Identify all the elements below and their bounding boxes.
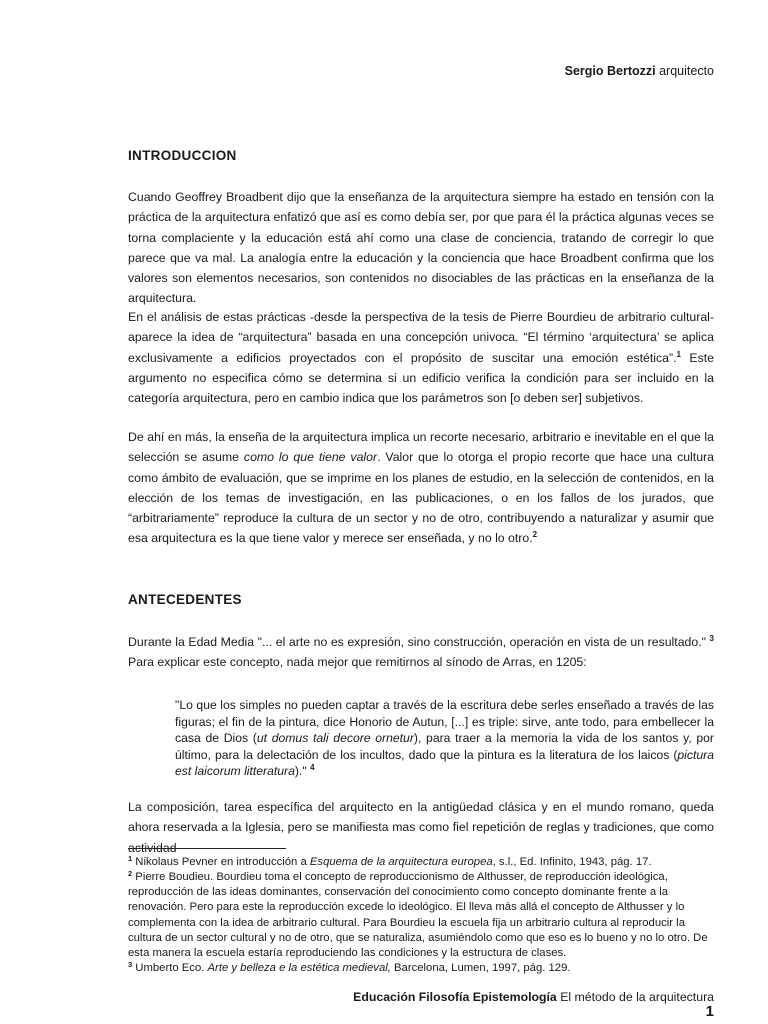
- footnote-3-number: 3: [128, 960, 133, 969]
- footnote-2-number: 2: [128, 869, 133, 878]
- quote-text-c: ).": [294, 764, 311, 779]
- footnote-1: [128, 855, 718, 870]
- footnote-1-text-a: Nikolaus Pevner en introducción a: [132, 856, 310, 868]
- block-quote: [175, 697, 714, 780]
- page-number: 1: [705, 1003, 714, 1020]
- footnote-ref-3[interactable]: 3: [709, 634, 714, 643]
- quote-latin-2: pictura est laicorum litteratura: [175, 747, 714, 779]
- footnote-1-title: Esquema de la arquitectura europea: [309, 856, 493, 868]
- paragraph-5: La composición, tarea específica del arquitecto en la antigüedad clásica y en el mundo romano, queda ahora reservada a la Iglesia, pero se manifiesta mas como fiel repetición de reglas y tradiciones, que como actividad: [128, 800, 714, 855]
- footnote-2-text: Pierre Boudieu. Bourdieu toma el concepto de reproduccionismo de Althusser, de reproducción ideológica, reproducción de las ideas dominantes, conservación del conocimiento como concepto dominante frente a la renovación. Pero para este la reproducción excede lo ideológico. El lleva más allá el concepto de Althusser y lo complementa con la idea de arbitrario cultural. Para Bourdieu la escuela fija un arbitrario cultura al reproducir la cultura de un sector cultural y no de otro, que se naturaliza, asumiéndolo como que eso es lo bueno y no lo otro. De esta manera la escuela estaría reproduciendo las condiciones y la estructura de clases.: [128, 871, 708, 960]
- paragraph-3: [128, 427, 714, 549]
- quote-text-b: ), para traer a la memoria la vida de los santos y, por último, para la delectación de los incultos, dado que la pintura es la literatura de los laicos (: [175, 731, 714, 762]
- footnote-3-title: Arte y belleza e la estética medieval,: [207, 962, 391, 974]
- section-title-introduccion: INTRODUCCION: [128, 148, 237, 163]
- quote-text-a: "Lo que los simples no pueden captar a través de la escritura debe serles enseñado a través de las figuras; el fin de la pintura, dice Honorio de Autun, [...] es triple: sirve, ante todo, para embellecer la casa de Dios (: [175, 698, 714, 746]
- paragraph-4-text-b: Para explicar este concepto, nada mejor que remitirnos al sínodo de Arras, en 1205:: [128, 655, 587, 670]
- author-role: arquitecto: [659, 64, 714, 78]
- footnote-divider: [128, 848, 286, 849]
- footnote-3-text-a: Umberto Eco.: [132, 962, 208, 974]
- section-title-antecedentes: ANTECEDENTES: [128, 592, 242, 607]
- footnote-ref-4[interactable]: 4: [310, 763, 315, 773]
- footnote-1-text-b: , s.l., Ed. Infinito, 1943, pág. 17.: [492, 856, 652, 868]
- footnote-ref-1[interactable]: 1: [676, 349, 681, 359]
- paragraph-4: [128, 632, 714, 673]
- footer-subtitle: El método de la arquitectura: [556, 990, 714, 1004]
- paragraph-2-text-b: Este argumento no especifica cómo se determina si un edificio verifica la condición para ser incluido en la categoría arquitectura, pero en cambio indica que los parámetros son [o deben ser] subjetivos.: [128, 350, 714, 406]
- quote-latin-1: ut domus tali decore ornetur: [256, 731, 414, 746]
- page-header: [565, 64, 714, 78]
- footer-topics: Educación Filosofía Epistemología: [353, 990, 557, 1004]
- paragraph-3-emphasis: como lo que tiene valor: [243, 450, 378, 465]
- paragraph-3-text-b: . Valor que lo otorga el propio recorte que hace una cultura como ámbito de evaluación, que se imprime en los planes de estudio, en la selección de contenidos, en la elección de los temas de investigación, en las publicaciones, o en los fallos de los jurados, que “arbitrariamente” reproduce la cultura de un sector y no de otro, contribuyendo a naturalizar y asumir que esa arquitectura es la que tiene valor y merece ser enseñada, y no lo otro.: [128, 450, 714, 546]
- paragraph-4-text-a: Durante la Edad Media "... el arte no es expresión, sino construcción, operación en vista de un resultado.": [128, 635, 710, 649]
- footnote-2: [128, 870, 718, 961]
- paragraph-2-text-a: En el análisis de estas prácticas -desde la perspectiva de la tesis de Pierre Bourdieu de arbitrario cultural- aparece la idea de “arquitectura” basada en una concepción univoca. “El término ‘arquitectura’ se aplica exclusivamente a edificios proyectados con el propósito de suscitar una emoción estética”.: [128, 310, 714, 365]
- footnote-1-number: 1: [128, 854, 133, 863]
- footnote-3-text-b: Barcelona, Lumen, 1997, pág. 129.: [390, 962, 571, 974]
- paragraph-1: Cuando Geoffrey Broadbent dijo que la enseñanza de la arquitectura siempre ha estado en tensión con la práctica de la arquitectura enfatizó que así es como debía ser, por que para él la práctica algunas veces se torna complaciente y la educación está ahí como una clase de conciencia, tratando de corregir lo que parece que va mal. La analogía entre la educación y la conciencia que hace Broadbent confirma que los valores son elementos necesarios, son contenidos no disociables de las prácticas en la enseñanza de la arquitectura.: [128, 190, 714, 306]
- paragraph-2: [128, 307, 714, 408]
- page-footer: [353, 990, 714, 1004]
- paragraph-3-text-a: De ahí en más, la enseña de la arquitectura implica un recorte necesario, arbitrario e inevitable en el que la selección se asume: [128, 430, 714, 465]
- footnote-ref-2[interactable]: 2: [532, 530, 538, 540]
- author-name: Sergio Bertozzi: [564, 64, 656, 78]
- footnote-3: [128, 961, 718, 976]
